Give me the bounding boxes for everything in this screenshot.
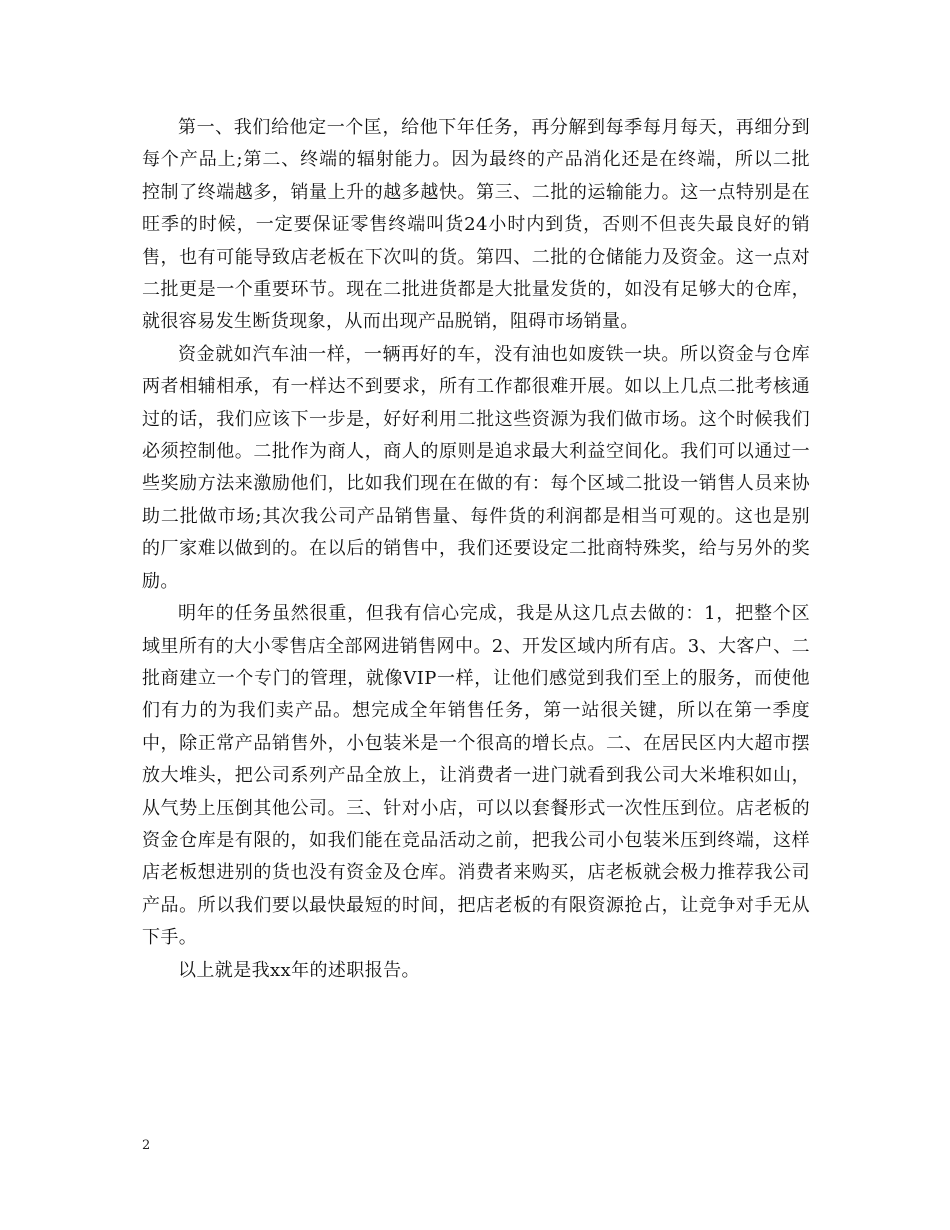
document-body: [142, 112, 810, 987]
paragraph-2: 资金就如汽车油一样，一辆再好的车，没有油也如废铁一块。所以资金与仓库两者相辅相承，有一样达不到要求，所有工作都很难开展。如以上几点二批考核通过的话，我们应该下一步是，好好利用二批这些资源为我们做市场。这个时候我们必须控制他。二批作为商人，商人的原则是追求最大利益空间化。我们可以通过一些奖励方法来激励他们，比如我们现在在做的有：每个区域二批设一销售人员来协助二批做市场;其次我公司产品销售量、每件货的利润都是相当可观的。这也是别的厂家难以做到的。在以后的销售中，我们还要设定二批商特殊奖，给与另外的奖励。: [142, 343, 810, 592]
paragraph-1: 第一、我们给他定一个匡，给他下年任务，再分解到每季每月每天，再细分到每个产品上;第二、终端的辐射能力。因为最终的产品消化还是在终端，所以二批控制了终端越多，销量上升的越多越快。第三、二批的运输能力。这一点特别是在旺季的时候，一定要保证零售终端叫货24小时内到货，否则不但丧失最良好的销售，也有可能导致店老板在下次叫的货。第四、二批的仓储能力及资金。这一点对二批更是一个重要环节。现在二批进货都是大批量发货的，如没有足够大的仓库，就很容易发生断货现象，从而出现产品脱销，阻碍市场销量。: [142, 117, 810, 333]
paragraph-4: 以上就是我xx年的述职报告。: [178, 959, 420, 981]
paragraph-3: 明年的任务虽然很重，但我有信心完成，我是从这几点去做的：1，把整个区域里所有的大小零售店全部网进销售网中。2、开发区域内所有店。3、大客户、二批商建立一个专门的管理，就像VIP一样，让他们感觉到我们至上的服务，而使他们有力的为我们卖产品。想完成全年销售任务，第一站很关键，所以在第一季度中，除正常产品销售外，小包装米是一个很高的增长点。二、在居民区内大超市摆放大堆头，把公司系列产品全放上，让消费者一进门就看到我公司大米堆积如山，从气势上压倒其他公司。三、针对小店，可以以套餐形式一次性压到位。店老板的资金仓库是有限的，如我们能在竞品活动之前，把我公司小包装米压到终端，这样店老板想进别的货也没有资金及仓库。消费者来购买，店老板就会极力推荐我公司产品。所以我们要以最快最短的时间，把店老板的有限资源抢占，让竞争对手无从下手。: [142, 603, 810, 949]
page-number: 2: [142, 1138, 151, 1153]
